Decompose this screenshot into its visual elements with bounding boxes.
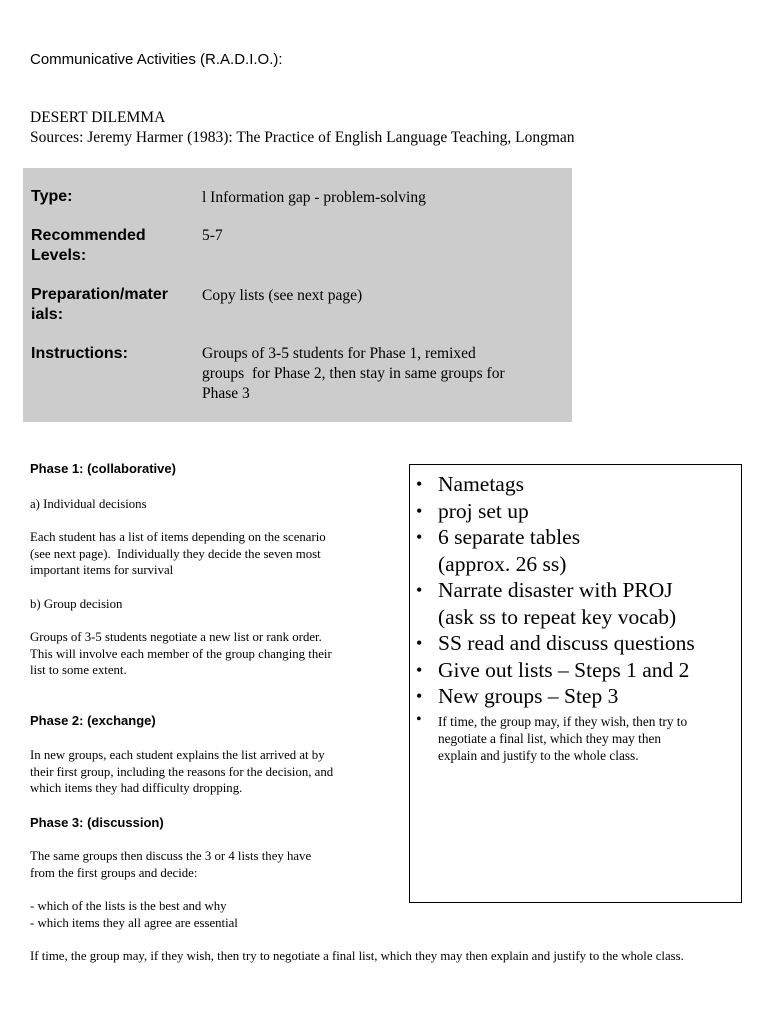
instructions-value <box>202 344 505 404</box>
instructions-label: Instructions: <box>31 345 128 362</box>
closing-paragraph: If time, the group may, if they wish, then try to negotiate a final list, which they may then explain and justify to the whole class. <box>30 949 684 963</box>
notes-item <box>410 657 695 684</box>
preparation-label <box>31 285 168 325</box>
phase-1-paragraph-b-line: Groups of 3-5 students negotiate a new list or rank order. <box>30 630 322 644</box>
phase-1-heading: Phase 1: (collaborative) <box>30 461 176 476</box>
bullet-icon: • <box>416 527 423 547</box>
notes-item-text: 6 separate tables <box>438 525 581 549</box>
phase-3-paragraph-line: The same groups then discuss the 3 or 4 lists they have <box>30 849 312 863</box>
preparation-label-line-1: Preparation/mater <box>31 286 168 303</box>
levels-label-line-1: Recommended <box>31 227 146 244</box>
document-header: Communicative Activities (R.A.D.I.O.): <box>30 51 283 68</box>
sources-line: Sources: Jeremy Harmer (1983): The Practice of English Language Teaching, Longman <box>30 129 575 146</box>
bullet-icon: • <box>416 500 423 521</box>
notes-item <box>410 577 695 630</box>
notes-item-text: explain and justify to the whole class. <box>438 747 639 763</box>
notes-item-text: negotiate a final list, which they may then <box>438 730 662 746</box>
phase-1-sub-b: b) Group decision <box>30 597 123 611</box>
phase-2-paragraph-line: their first group, including the reasons for the decision, and <box>30 764 334 779</box>
notes-item-text: SS read and discuss questions <box>438 631 695 655</box>
activity-info-box <box>23 168 572 422</box>
levels-value: 5-7 <box>202 227 223 244</box>
phase-2-paragraph-line: which items they had difficulty dropping. <box>30 781 243 795</box>
notes-item <box>410 524 695 577</box>
phase-1-paragraph-b <box>30 629 402 679</box>
phase-2-heading: Phase 2: (exchange) <box>30 713 156 728</box>
phase-3-criterion: - which of the lists is the best and why <box>30 899 227 913</box>
notes-item-text: Narrate disaster with PROJ <box>438 578 673 602</box>
bullet-icon: • <box>416 659 423 680</box>
notes-item <box>410 710 695 764</box>
phase-3-paragraph <box>30 848 402 881</box>
notes-item-text: proj set up <box>438 498 529 523</box>
teacher-notes-box <box>409 464 742 903</box>
phase-1-paragraph-a-line: (see next page). Individually they decide the seven most <box>30 546 321 561</box>
type-label: Type: <box>31 188 73 205</box>
instructions-line-2: groups for Phase 2, then stay in same groups for <box>202 365 505 382</box>
bullet-icon: • <box>416 710 422 728</box>
activity-title: DESERT DILEMMA <box>30 109 166 126</box>
phase-1-paragraph-b-line: list to some extent. <box>30 663 127 677</box>
notes-item <box>410 471 695 498</box>
phase-2-paragraph-line: In new groups, each student explains the list arrived at by <box>30 748 325 762</box>
bullet-icon: • <box>416 633 423 653</box>
bullet-icon: • <box>416 474 423 494</box>
bullet-icon: • <box>416 686 423 706</box>
phase-1-paragraph-a <box>30 529 402 579</box>
instructions-line-1: Groups of 3-5 students for Phase 1, remixed <box>202 345 476 362</box>
phase-3-paragraph-line: from the first groups and decide: <box>30 865 198 880</box>
notes-item-text: New groups – Step 3 <box>438 684 619 708</box>
bullet-icon: • <box>416 580 423 600</box>
phase-2-paragraph <box>30 747 402 797</box>
phase-3-heading: Phase 3: (discussion) <box>30 815 164 830</box>
instructions-line-3: Phase 3 <box>202 385 250 402</box>
notes-item-text: (approx. 26 ss) <box>438 551 567 576</box>
notes-item <box>410 683 695 710</box>
phase-3-criterion: - which items they all agree are essential <box>30 915 238 930</box>
phase-1-paragraph-b-line: This will involve each member of the group changing their <box>30 646 332 661</box>
phase-1-paragraph-a-line: Each student has a list of items depending on the scenario <box>30 530 326 544</box>
phase-1-sub-a: a) Individual decisions <box>30 497 147 511</box>
phase-3-criteria <box>30 898 402 931</box>
notes-item <box>410 498 695 525</box>
preparation-value: Copy lists (see next page) <box>202 287 363 304</box>
notes-list <box>410 471 695 764</box>
levels-label-line-2: Levels: <box>31 247 87 264</box>
notes-item-text: (ask ss to repeat key vocab) <box>438 604 677 629</box>
notes-item-text: Nametags <box>438 472 524 496</box>
preparation-label-line-2: ials: <box>31 306 64 323</box>
phase-1-paragraph-a-line: important items for survival <box>30 563 174 577</box>
type-value: l Information gap - problem-solving <box>202 189 426 206</box>
notes-item-text: Give out lists – Steps 1 and 2 <box>438 657 690 682</box>
notes-item <box>410 630 695 657</box>
levels-label <box>31 226 146 266</box>
notes-item-text: If time, the group may, if they wish, then try to <box>438 713 688 729</box>
